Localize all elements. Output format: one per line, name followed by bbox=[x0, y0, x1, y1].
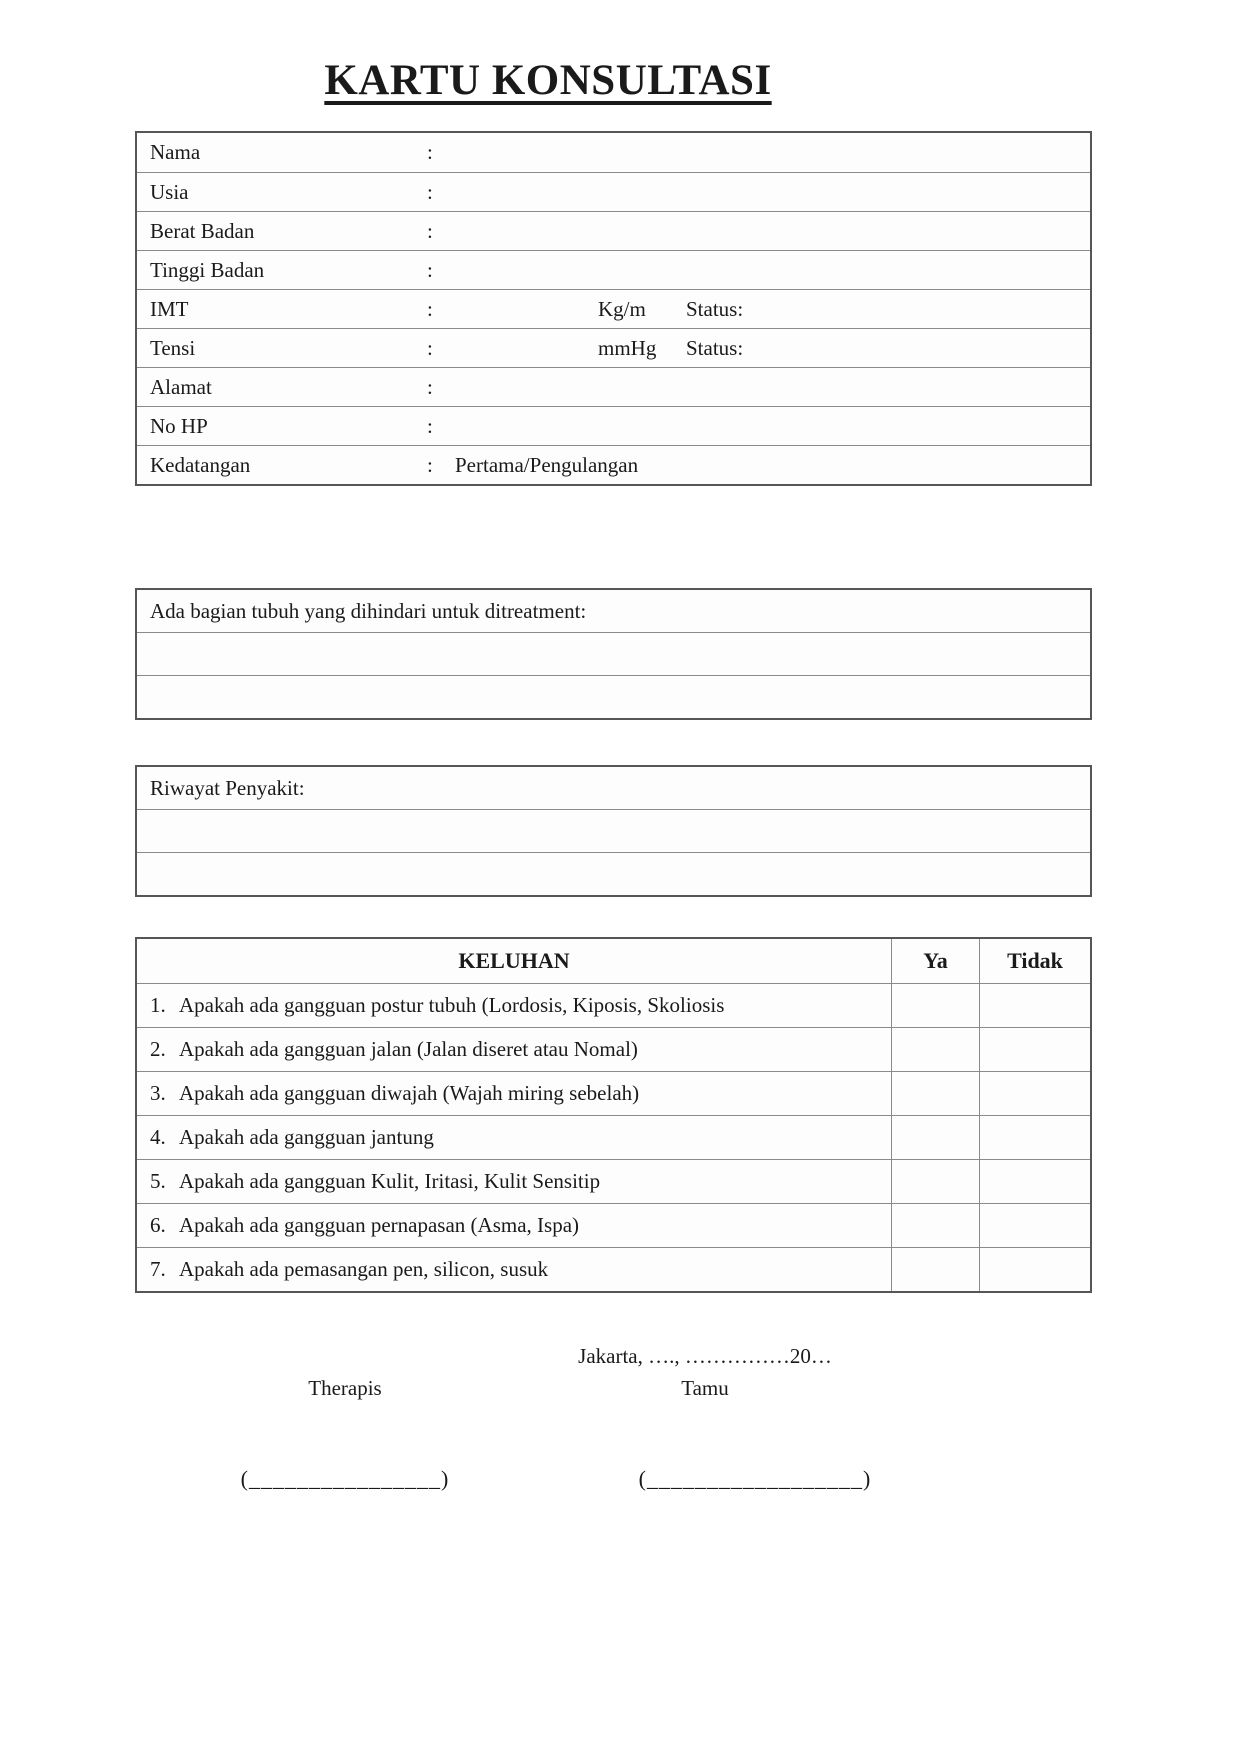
status-label: Status: bbox=[686, 335, 744, 360]
no-answer-cell[interactable] bbox=[980, 1204, 1090, 1247]
field-label: Tensi bbox=[150, 335, 196, 360]
complaint-question-cell bbox=[137, 1204, 892, 1247]
complaint-number: 7. bbox=[150, 1257, 166, 1281]
complaint-question-cell bbox=[137, 1116, 892, 1159]
complaint-question: Apakah ada gangguan jantung bbox=[179, 1125, 434, 1149]
info-row bbox=[137, 250, 1090, 289]
complaint-question: Apakah ada gangguan Kulit, Iritasi, Kulit Sensitip bbox=[179, 1169, 601, 1193]
no-answer-cell[interactable] bbox=[980, 1248, 1090, 1291]
complaint-row bbox=[137, 1159, 1090, 1203]
disease-history-header: Riwayat Penyakit: bbox=[150, 775, 305, 800]
complaint-number: 5. bbox=[150, 1169, 166, 1193]
colon-separator: : bbox=[427, 257, 433, 282]
colon-separator: : bbox=[427, 335, 433, 360]
colon-separator: : bbox=[427, 218, 433, 243]
complaint-row bbox=[137, 983, 1090, 1027]
page-title-wrap bbox=[0, 56, 1096, 105]
field-unit: Kg/m bbox=[598, 296, 646, 321]
colon-separator: : bbox=[427, 179, 433, 204]
info-row bbox=[137, 445, 1090, 484]
field-label: IMT bbox=[150, 296, 189, 321]
complaint-question: Apakah ada gangguan postur tubuh (Lordosis, Kiposis, Skoliosis bbox=[179, 993, 725, 1017]
complaint-row bbox=[137, 1203, 1090, 1247]
complaint-number: 3. bbox=[150, 1081, 166, 1105]
info-row bbox=[137, 172, 1090, 211]
complaints-header-no: Tidak bbox=[1007, 948, 1063, 973]
complaint-question-cell bbox=[137, 1160, 892, 1203]
colon-separator: : bbox=[427, 452, 433, 477]
complaints-header-yes: Ya bbox=[892, 939, 980, 983]
complaint-number: 6. bbox=[150, 1213, 166, 1237]
blank-write-in-row[interactable] bbox=[137, 675, 1090, 718]
blank-write-in-row[interactable] bbox=[137, 809, 1090, 852]
complaint-number: 4. bbox=[150, 1125, 166, 1149]
avoid-treatment-box bbox=[135, 588, 1092, 720]
complaint-number: 1. bbox=[150, 993, 166, 1017]
guest-role-label: Tamu bbox=[681, 1376, 729, 1400]
info-row bbox=[137, 133, 1090, 172]
complaints-header-question: KELUHAN bbox=[137, 939, 892, 983]
colon-separator: : bbox=[427, 413, 433, 438]
complaint-question-cell bbox=[137, 1072, 892, 1115]
blank-write-in-row[interactable] bbox=[137, 632, 1090, 675]
guest-signature-line: (__________________) bbox=[638, 1466, 872, 1491]
field-label: Alamat bbox=[150, 374, 212, 399]
field-value[interactable]: Pertama/Pengulangan bbox=[455, 452, 639, 477]
field-label: Nama bbox=[150, 140, 201, 164]
yes-answer-cell[interactable] bbox=[892, 1248, 980, 1291]
field-label: Kedatangan bbox=[150, 452, 251, 477]
therapist-role-label: Therapis bbox=[308, 1376, 382, 1400]
colon-separator: : bbox=[427, 296, 433, 321]
colon-separator: : bbox=[427, 140, 433, 164]
patient-info-table bbox=[135, 131, 1092, 486]
complaint-row bbox=[137, 1247, 1090, 1291]
complaint-question-cell bbox=[137, 1028, 892, 1071]
colon-separator: : bbox=[427, 374, 433, 399]
complaint-question-cell bbox=[137, 984, 892, 1027]
field-unit: mmHg bbox=[598, 335, 657, 360]
complaints-header-row bbox=[137, 939, 1090, 983]
info-row bbox=[137, 289, 1090, 328]
yes-answer-cell[interactable] bbox=[892, 1204, 980, 1247]
complaint-row bbox=[137, 1115, 1090, 1159]
yes-answer-cell[interactable] bbox=[892, 1028, 980, 1071]
no-answer-cell[interactable] bbox=[980, 1072, 1090, 1115]
info-row bbox=[137, 211, 1090, 250]
therapist-signature-line: (________________) bbox=[240, 1466, 450, 1491]
no-answer-cell[interactable] bbox=[980, 1028, 1090, 1071]
field-label: Tinggi Badan bbox=[150, 257, 265, 282]
info-row bbox=[137, 367, 1090, 406]
no-answer-cell[interactable] bbox=[980, 1160, 1090, 1203]
field-label: No HP bbox=[150, 413, 208, 438]
complaint-question: Apakah ada gangguan jalan (Jalan diseret atau Nomal) bbox=[179, 1037, 638, 1061]
status-label: Status: bbox=[686, 296, 744, 321]
field-label: Berat Badan bbox=[150, 218, 255, 243]
complaint-number: 2. bbox=[150, 1037, 166, 1061]
no-answer-cell[interactable] bbox=[980, 1116, 1090, 1159]
disease-history-box bbox=[135, 765, 1092, 897]
complaint-question: Apakah ada gangguan pernapasan (Asma, Ispa) bbox=[179, 1213, 580, 1237]
yes-answer-cell[interactable] bbox=[892, 984, 980, 1027]
page-title: KARTU KONSULTASI bbox=[324, 57, 772, 104]
complaint-question: Apakah ada pemasangan pen, silicon, susuk bbox=[179, 1257, 549, 1281]
yes-answer-cell[interactable] bbox=[892, 1116, 980, 1159]
complaints-table bbox=[135, 937, 1092, 1293]
complaint-question-cell bbox=[137, 1248, 892, 1291]
field-label: Usia bbox=[150, 179, 189, 204]
yes-answer-cell[interactable] bbox=[892, 1072, 980, 1115]
date-place-line: Jakarta, …., ……………20… bbox=[578, 1344, 832, 1368]
complaint-row bbox=[137, 1071, 1090, 1115]
complaint-row bbox=[137, 1027, 1090, 1071]
complaint-question: Apakah ada gangguan diwajah (Wajah miring sebelah) bbox=[179, 1081, 640, 1105]
info-row bbox=[137, 328, 1090, 367]
avoid-treatment-header: Ada bagian tubuh yang dihindari untuk ditreatment: bbox=[150, 598, 587, 623]
yes-answer-cell[interactable] bbox=[892, 1160, 980, 1203]
no-answer-cell[interactable] bbox=[980, 984, 1090, 1027]
blank-write-in-row[interactable] bbox=[137, 852, 1090, 895]
info-row bbox=[137, 406, 1090, 445]
